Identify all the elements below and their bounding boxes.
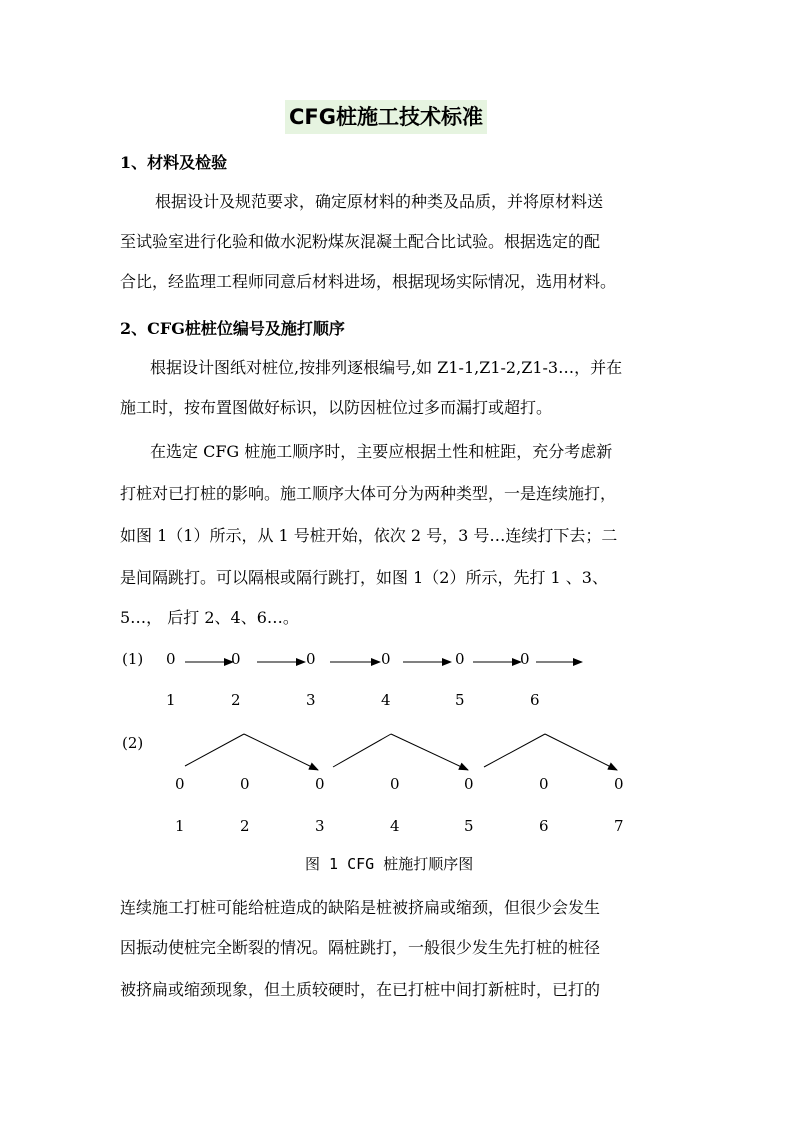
pile-number: 6 (539, 817, 549, 835)
pile-marker: 0 (381, 650, 391, 668)
pile-marker: 0 (455, 650, 465, 668)
skip-arrow (391, 734, 468, 770)
pile-marker: 0 (315, 775, 325, 793)
pile-marker: 0 (166, 650, 176, 668)
pile-number: 2 (240, 817, 250, 835)
pile-number: 3 (315, 817, 325, 835)
paragraph-line: 打桩对已打桩的影响。施工顺序大体可分为两种类型，一是连续施打， (120, 484, 617, 503)
paragraph-line: 至试验室进行化验和做水泥粉煤灰混凝土配合比试验。根据选定的配 (120, 232, 601, 251)
skip-arrow (185, 734, 244, 766)
row2-arrows (185, 734, 617, 770)
pile-number: 1 (166, 691, 176, 709)
paragraph-line: 在选定 CFG 桩施工顺序时，主要应根据土性和桩距，充分考虑新 (150, 442, 613, 461)
pile-number: 6 (530, 691, 540, 709)
skip-arrow (545, 734, 617, 770)
pile-marker: 0 (175, 775, 185, 793)
section-heading-materials: 1、材料及检验 (120, 153, 228, 172)
pile-marker: 0 (390, 775, 400, 793)
row1-label: (1) (122, 650, 144, 668)
paragraph-line: 5…， 后打 2、4、6…。 (120, 608, 299, 627)
paragraph-line: 根据设计图纸对桩位,按排列逐根编号,如 Z1-1,Z1-2,Z1-3…，并在 (150, 358, 623, 377)
paragraph-line: 如图 1（1）所示，从 1 号桩开始，依次 2 号，3 号…连续打下去；二 (120, 526, 618, 545)
pile-marker: 0 (539, 775, 549, 793)
pile-number: 2 (231, 691, 241, 709)
row2-label: (2) (122, 734, 144, 752)
skip-arrow (333, 734, 391, 767)
pile-marker: 0 (520, 650, 530, 668)
page-title: CFG桩施工技术标准 (285, 100, 487, 134)
pile-number: 7 (614, 817, 624, 835)
pile-number: 5 (455, 691, 465, 709)
pile-marker: 0 (231, 650, 241, 668)
pile-number: 3 (306, 691, 316, 709)
section-heading-pile-order: 2、CFG桩桩位编号及施打顺序 (120, 319, 345, 338)
paragraph-line: 因振动使桩完全断裂的情况。隔桩跳打，一般很少发生先打桩的桩径 (120, 938, 601, 957)
paragraph-line: 施工时，按布置图做好标识，以防因桩位过多而漏打或超打。 (120, 398, 553, 417)
paragraph-line: 根据设计及规范要求，确定原材料的种类及品质，并将原材料送 (155, 192, 604, 211)
figure-caption: 图 1 CFG 桩施打顺序图 (305, 855, 474, 873)
paragraph-line: 连续施工打桩可能给桩造成的缺陷是桩被挤扁或缩颈，但很少会发生 (120, 898, 601, 917)
pile-number: 4 (381, 691, 391, 709)
skip-arrow (244, 734, 318, 770)
pile-number: 5 (464, 817, 474, 835)
pile-marker: 0 (464, 775, 474, 793)
skip-arrow (484, 734, 545, 767)
pile-marker: 0 (614, 775, 624, 793)
paragraph-line: 是间隔跳打。可以隔根或隔行跳打，如图 1（2）所示，先打 1 、3、 (120, 568, 608, 587)
pile-marker: 0 (306, 650, 316, 668)
paragraph-line: 合比，经监理工程师同意后材料进场，根据现场实际情况，选用材料。 (120, 272, 617, 291)
paragraph-line: 被挤扁或缩颈现象，但土质较硬时，在已打桩中间打新桩时，已打的 (120, 980, 601, 999)
pile-marker: 0 (240, 775, 250, 793)
pile-number: 1 (175, 817, 185, 835)
pile-number: 4 (390, 817, 400, 835)
